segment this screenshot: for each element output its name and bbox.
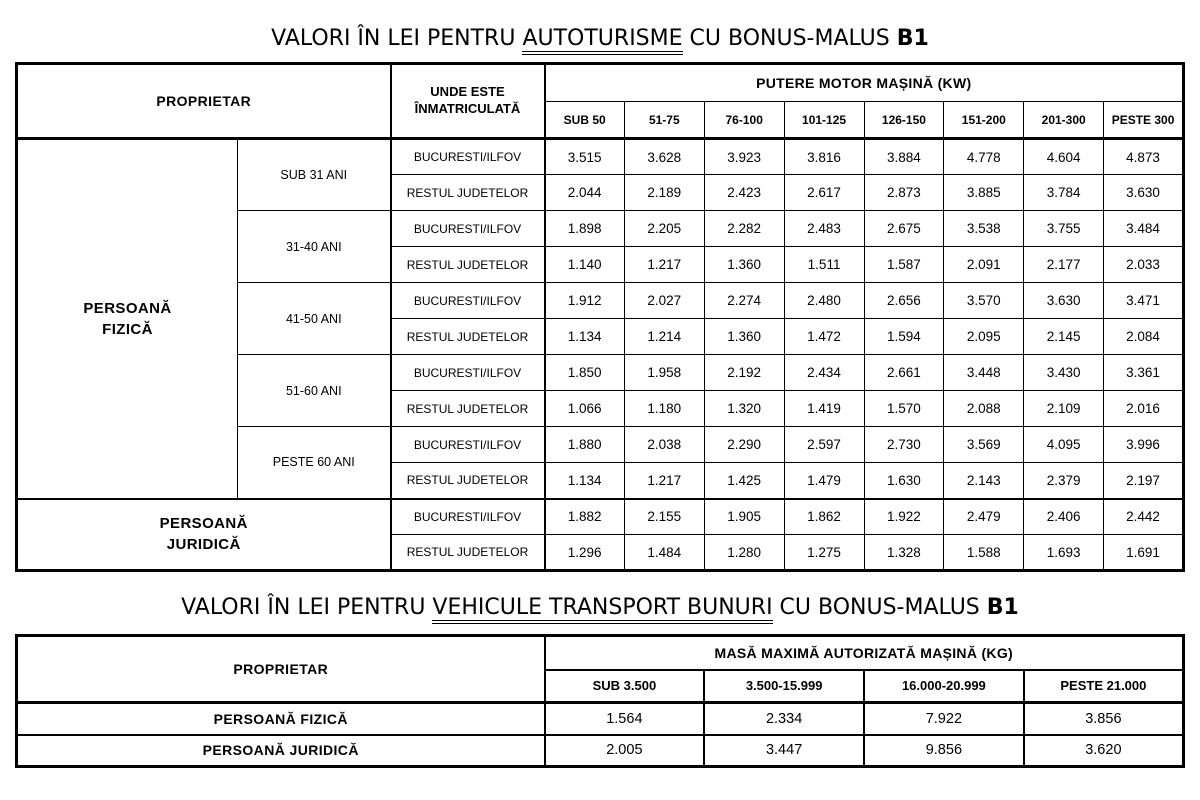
autoturisme-title-underlined: AUTOTURISME [522,26,682,55]
price-cell: 1.882 [545,499,625,535]
power-column-header: 101-125 [784,102,864,139]
price-cell: 2.095 [944,319,1024,355]
location-cell: BUCURESTI/ILFOV [391,139,545,175]
price-cell: 4.873 [1104,139,1184,175]
price-cell: 1.472 [784,319,864,355]
mass-column-header: PESTE 21.000 [1024,670,1184,703]
owner-row-label: PERSOANĂ JURIDICĂ [17,735,545,767]
price-cell: 2.597 [784,427,864,463]
price-cell: 9.856 [864,735,1024,767]
table-row [17,703,1184,735]
price-cell: 1.214 [624,319,704,355]
price-cell: 1.140 [545,247,625,283]
transport-title [0,572,1200,634]
autoturisme-table-body [17,139,1184,571]
price-cell: 1.134 [545,319,625,355]
price-cell: 2.480 [784,283,864,319]
price-cell: 3.570 [944,283,1024,319]
price-cell: 2.423 [704,175,784,211]
mass-column-header: SUB 3.500 [545,670,705,703]
price-cell: 2.091 [944,247,1024,283]
transport-title-prefix: VALORI ÎN LEI PENTRU [181,595,433,620]
price-cell: 2.873 [864,175,944,211]
price-cell: 3.816 [784,139,864,175]
price-cell: 2.661 [864,355,944,391]
price-cell: 3.484 [1104,211,1184,247]
owner-label-line: JURIDICĂ [166,536,241,554]
price-cell: 1.275 [784,535,864,571]
owner-label-line: FIZICĂ [102,320,153,338]
registration-header [391,64,545,139]
price-cell: 1.320 [704,391,784,427]
price-cell: 1.693 [1024,535,1104,571]
price-cell: 1.570 [864,391,944,427]
power-column-header: 126-150 [864,102,944,139]
price-cell: 3.538 [944,211,1024,247]
proprietar-header: PROPRIETAR [17,636,545,703]
price-cell: 1.898 [545,211,625,247]
power-column-header: 201-300 [1024,102,1104,139]
registration-header-line1: UNDE ESTE [430,84,505,100]
power-header: PUTERE MOTOR MAȘINĂ (KW) [545,64,1184,102]
price-cell: 7.922 [864,703,1024,735]
power-column-header: PESTE 300 [1104,102,1184,139]
price-cell: 3.430 [1024,355,1104,391]
power-column-header: SUB 50 [545,102,625,139]
price-cell: 3.569 [944,427,1024,463]
price-cell: 2.290 [704,427,784,463]
age-group-cell: PESTE 60 ANI [238,427,391,499]
owner-row-label: PERSOANĂ FIZICĂ [17,703,545,735]
price-cell: 2.088 [944,391,1024,427]
autoturisme-table-head [17,64,1184,139]
price-cell: 2.016 [1104,391,1184,427]
power-column-header: 151-200 [944,102,1024,139]
price-cell: 2.155 [624,499,704,535]
header-row [17,636,1184,670]
price-cell: 2.274 [704,283,784,319]
price-cell: 1.564 [545,703,705,735]
price-cell: 2.617 [784,175,864,211]
price-cell: 1.419 [784,391,864,427]
price-cell: 2.027 [624,283,704,319]
location-cell: RESTUL JUDETELOR [391,391,545,427]
table-row [17,499,1184,535]
location-cell: RESTUL JUDETELOR [391,535,545,571]
location-cell: BUCURESTI/ILFOV [391,355,545,391]
price-cell: 2.675 [864,211,944,247]
price-cell: 1.484 [624,535,704,571]
registration-header-line2: ÎNMATRICULATĂ [414,101,521,116]
location-cell: RESTUL JUDETELOR [391,247,545,283]
price-cell: 3.630 [1024,283,1104,319]
price-cell: 2.177 [1024,247,1104,283]
transport-title-bonus-class: B1 [986,595,1019,620]
price-cell: 2.656 [864,283,944,319]
price-cell: 3.620 [1024,735,1184,767]
location-cell: RESTUL JUDETELOR [391,175,545,211]
price-cell: 1.594 [864,319,944,355]
price-cell: 2.379 [1024,463,1104,499]
price-cell: 3.515 [545,139,625,175]
persoana-juridica-label [17,499,391,571]
price-cell: 2.479 [944,499,1024,535]
owner-label-line: PERSOANĂ [159,515,248,533]
location-cell: BUCURESTI/ILFOV [391,211,545,247]
price-cell: 1.360 [704,319,784,355]
power-column-header: 76-100 [704,102,784,139]
price-cell: 1.912 [545,283,625,319]
price-cell: 1.425 [704,463,784,499]
price-cell: 1.850 [545,355,625,391]
price-cell: 2.192 [704,355,784,391]
price-cell: 2.334 [704,703,864,735]
price-cell: 2.143 [944,463,1024,499]
age-group-cell: SUB 31 ANI [238,139,391,211]
table-row [17,139,1184,175]
location-cell: BUCURESTI/ILFOV [391,499,545,535]
price-cell: 1.862 [784,499,864,535]
price-cell: 3.885 [944,175,1024,211]
age-group-cell: 51-60 ANI [238,355,391,427]
price-cell: 1.630 [864,463,944,499]
price-cell: 1.905 [704,499,784,535]
price-cell: 2.282 [704,211,784,247]
autoturisme-title [0,0,1200,62]
price-cell: 1.922 [864,499,944,535]
transport-title-underlined: VEHICULE TRANSPORT BUNURI [432,595,772,624]
price-cell: 2.406 [1024,499,1104,535]
persoana-fizica-label [17,139,238,499]
transport-title-middle: CU BONUS-MALUS [772,595,987,620]
price-cell: 1.134 [545,463,625,499]
price-cell: 3.471 [1104,283,1184,319]
price-cell: 2.442 [1104,499,1184,535]
age-group-cell: 41-50 ANI [238,283,391,355]
price-cell: 3.447 [704,735,864,767]
autoturisme-table [15,62,1185,572]
price-cell: 1.880 [545,427,625,463]
transport-table-head [17,636,1184,703]
price-cell: 4.778 [944,139,1024,175]
price-cell: 1.588 [944,535,1024,571]
location-cell: BUCURESTI/ILFOV [391,283,545,319]
price-cell: 3.630 [1104,175,1184,211]
price-cell: 1.217 [624,247,704,283]
price-cell: 2.483 [784,211,864,247]
autoturisme-title-middle: CU BONUS-MALUS [682,26,897,51]
price-cell: 2.033 [1104,247,1184,283]
price-cell: 3.996 [1104,427,1184,463]
price-cell: 2.044 [545,175,625,211]
price-cell: 3.923 [704,139,784,175]
price-cell: 3.784 [1024,175,1104,211]
proprietar-header: PROPRIETAR [17,64,391,139]
location-cell: RESTUL JUDETELOR [391,319,545,355]
price-cell: 3.856 [1024,703,1184,735]
mass-column-header: 16.000-20.999 [864,670,1024,703]
price-cell: 2.145 [1024,319,1104,355]
price-cell: 2.197 [1104,463,1184,499]
age-group-cell: 31-40 ANI [238,211,391,283]
price-cell: 2.434 [784,355,864,391]
price-cell: 2.189 [624,175,704,211]
price-cell: 2.038 [624,427,704,463]
price-cell: 3.361 [1104,355,1184,391]
table-row [17,735,1184,767]
price-cell: 1.180 [624,391,704,427]
price-cell: 1.328 [864,535,944,571]
price-cell: 1.360 [704,247,784,283]
price-cell: 2.109 [1024,391,1104,427]
price-cell: 1.296 [545,535,625,571]
price-cell: 1.280 [704,535,784,571]
price-cell: 4.095 [1024,427,1104,463]
price-cell: 1.587 [864,247,944,283]
price-cell: 2.084 [1104,319,1184,355]
price-cell: 2.205 [624,211,704,247]
price-cell: 4.604 [1024,139,1104,175]
location-cell: RESTUL JUDETELOR [391,463,545,499]
transport-table-body [17,703,1184,767]
price-cell: 2.005 [545,735,705,767]
header-row [17,64,1184,102]
price-cell: 1.217 [624,463,704,499]
price-cell: 1.511 [784,247,864,283]
price-cell: 3.448 [944,355,1024,391]
price-cell: 2.730 [864,427,944,463]
mass-column-header: 3.500-15.999 [704,670,864,703]
price-cell: 3.884 [864,139,944,175]
owner-label-line: PERSOANĂ [83,299,172,317]
price-cell: 3.628 [624,139,704,175]
price-cell: 1.691 [1104,535,1184,571]
power-column-header: 51-75 [624,102,704,139]
price-cell: 1.479 [784,463,864,499]
price-cell: 3.755 [1024,211,1104,247]
transport-table [15,634,1185,768]
autoturisme-title-prefix: VALORI ÎN LEI PENTRU [271,26,523,51]
autoturisme-title-bonus-class: B1 [896,26,929,51]
price-cell: 1.066 [545,391,625,427]
price-cell: 1.958 [624,355,704,391]
location-cell: BUCURESTI/ILFOV [391,427,545,463]
mass-header: MASĂ MAXIMĂ AUTORIZATĂ MAȘINĂ (KG) [545,636,1184,670]
